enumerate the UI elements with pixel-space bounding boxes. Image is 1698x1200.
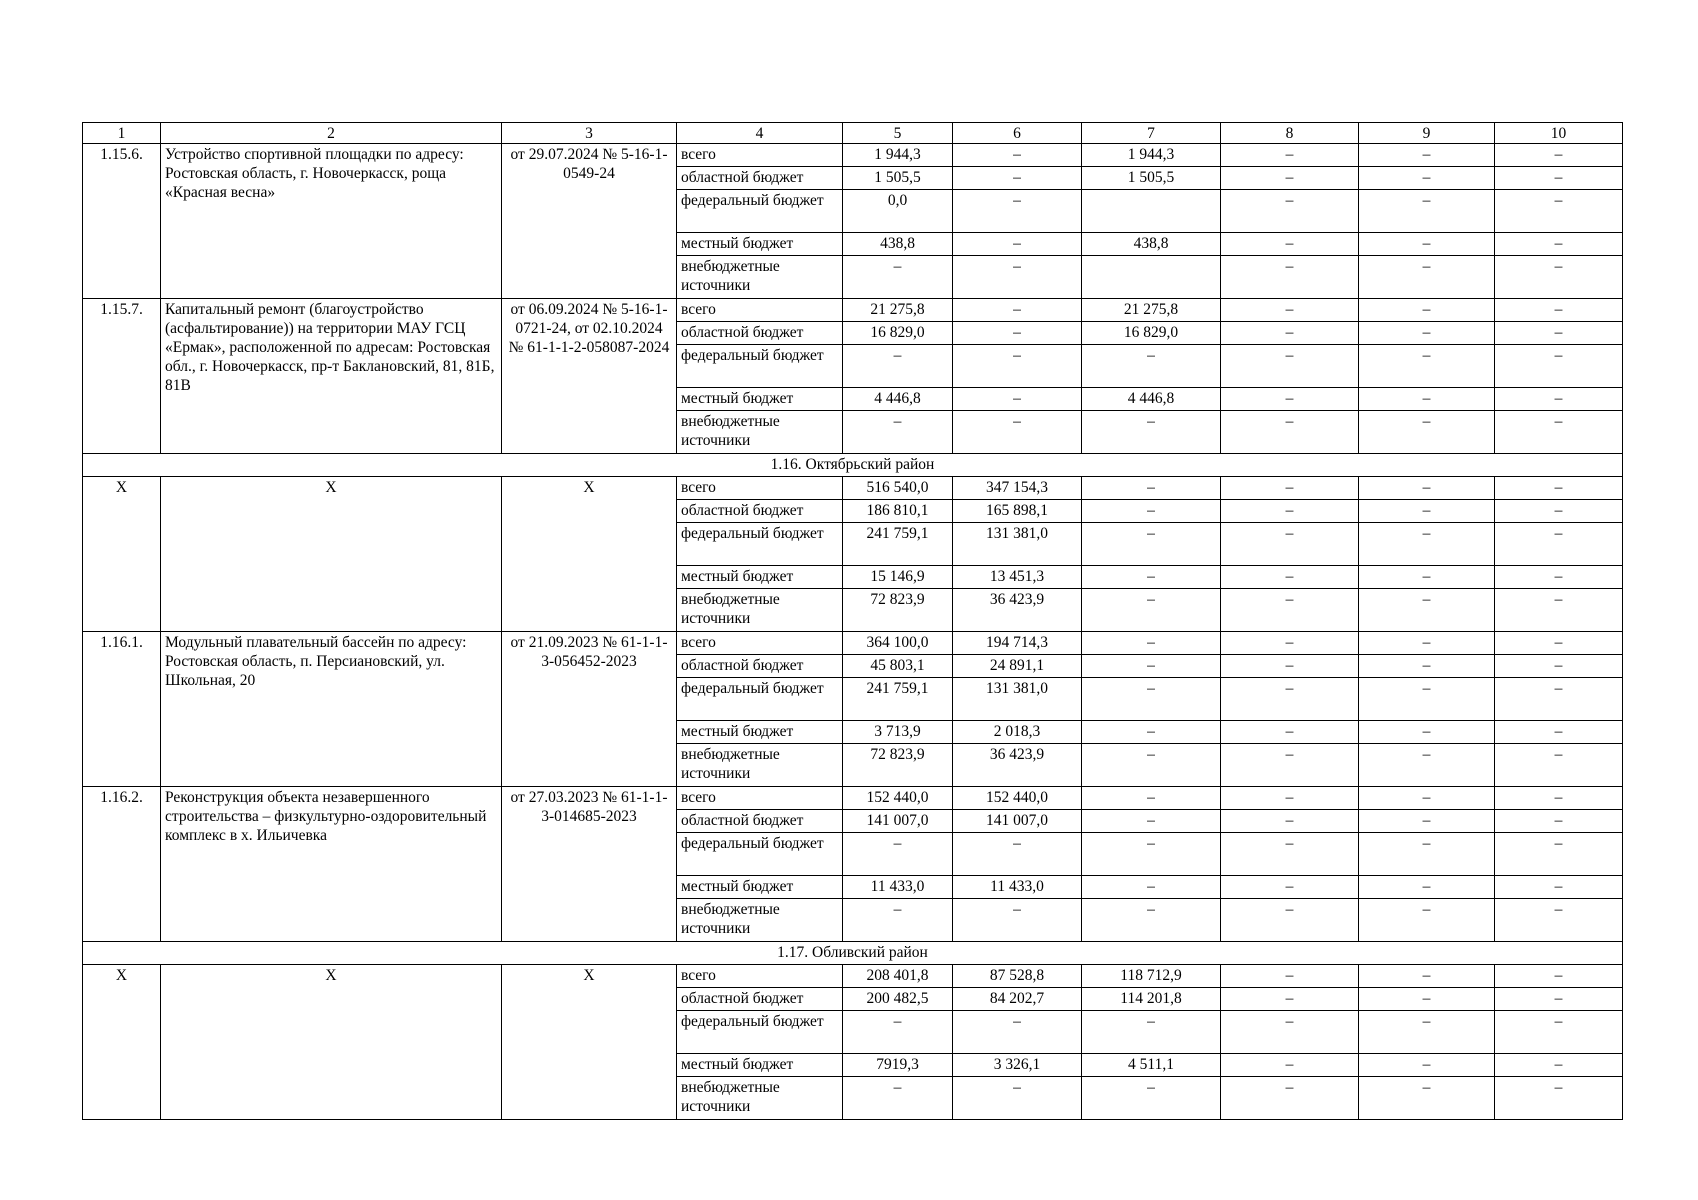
- value-cell: –: [1359, 477, 1495, 500]
- value-cell: –: [1359, 655, 1495, 678]
- value-cell: –: [1359, 810, 1495, 833]
- value-cell: 438,8: [1082, 233, 1221, 256]
- value-cell: –: [1495, 411, 1623, 454]
- value-cell: –: [1359, 144, 1495, 167]
- funding-source-label: местный бюджет: [677, 1054, 843, 1077]
- funding-source-label: внебюджетные источники: [677, 899, 843, 942]
- value-cell: –: [1495, 965, 1623, 988]
- value-cell: 364 100,0: [843, 632, 953, 655]
- value-cell: –: [1359, 1011, 1495, 1054]
- value-cell: 4 511,1: [1082, 1054, 1221, 1077]
- value-cell: –: [1221, 144, 1359, 167]
- value-cell: –: [1221, 345, 1359, 388]
- value-cell: –: [1082, 345, 1221, 388]
- value-cell: –: [1495, 899, 1623, 942]
- value-cell: –: [1221, 678, 1359, 721]
- table-body: [83, 123, 1623, 1120]
- value-cell: –: [1359, 388, 1495, 411]
- value-cell: 24 891,1: [953, 655, 1082, 678]
- value-cell: 36 423,9: [953, 744, 1082, 787]
- value-cell: –: [1359, 632, 1495, 655]
- value-cell: –: [1495, 988, 1623, 1011]
- item-name: Капитальный ремонт (благоустройство (асфальтирование)) на территории МАУ ГСЦ «Ермак», расположенной по адресам: Ростовская обл., г. Новочеркасск, пр-т Баклановский, 81, 81Б, 81В: [161, 299, 502, 454]
- value-cell: 21 275,8: [1082, 299, 1221, 322]
- value-cell: 21 275,8: [843, 299, 953, 322]
- value-cell: 141 007,0: [953, 810, 1082, 833]
- funding-source-label: федеральный бюджет: [677, 1011, 843, 1054]
- value-cell: –: [1082, 632, 1221, 655]
- value-cell: –: [1359, 190, 1495, 233]
- value-cell: –: [843, 256, 953, 299]
- item-name: Реконструкция объекта незавершенного строительства – физкультурно-оздоровительный комплекс в х. Ильичевка: [161, 787, 502, 942]
- value-cell: 114 201,8: [1082, 988, 1221, 1011]
- value-cell: –: [953, 144, 1082, 167]
- value-cell: –: [1221, 566, 1359, 589]
- value-cell: –: [1221, 833, 1359, 876]
- value-cell: 200 482,5: [843, 988, 953, 1011]
- value-cell: –: [1495, 388, 1623, 411]
- funding-source-label: федеральный бюджет: [677, 523, 843, 566]
- value-cell: 131 381,0: [953, 523, 1082, 566]
- value-cell: –: [1082, 523, 1221, 566]
- value-cell: –: [1082, 899, 1221, 942]
- value-cell: –: [1359, 345, 1495, 388]
- item-number: 1.16.2.: [83, 787, 161, 942]
- value-cell: –: [1359, 411, 1495, 454]
- value-cell: –: [1495, 523, 1623, 566]
- value-cell: 165 898,1: [953, 500, 1082, 523]
- item-document: от 27.03.2023 № 61-1-1-3-014685-2023: [502, 787, 677, 942]
- value-cell: 194 714,3: [953, 632, 1082, 655]
- value-cell: 152 440,0: [843, 787, 953, 810]
- value-cell: –: [1495, 167, 1623, 190]
- value-cell: –: [1359, 233, 1495, 256]
- value-cell: –: [1082, 1011, 1221, 1054]
- value-cell: 0,0: [843, 190, 953, 233]
- value-cell: –: [1082, 477, 1221, 500]
- value-cell: 16 829,0: [1082, 322, 1221, 345]
- funding-source-label: федеральный бюджет: [677, 678, 843, 721]
- value-cell: –: [953, 411, 1082, 454]
- value-cell: –: [953, 899, 1082, 942]
- value-cell: –: [1359, 322, 1495, 345]
- value-cell: –: [1082, 500, 1221, 523]
- value-cell: –: [1359, 744, 1495, 787]
- value-cell: 84 202,7: [953, 988, 1082, 1011]
- value-cell: –: [1082, 411, 1221, 454]
- value-cell: –: [1359, 1054, 1495, 1077]
- funding-source-label: всего: [677, 787, 843, 810]
- value-cell: –: [1221, 787, 1359, 810]
- item-number: X: [83, 965, 161, 1120]
- value-cell: –: [953, 256, 1082, 299]
- value-cell: 72 823,9: [843, 744, 953, 787]
- value-cell: –: [953, 1077, 1082, 1120]
- value-cell: –: [1359, 899, 1495, 942]
- value-cell: –: [1359, 988, 1495, 1011]
- value-cell: –: [1082, 787, 1221, 810]
- funding-source-label: местный бюджет: [677, 566, 843, 589]
- value-cell: –: [1221, 1011, 1359, 1054]
- value-cell: –: [1495, 721, 1623, 744]
- value-cell: –: [1221, 1054, 1359, 1077]
- value-cell: –: [1359, 566, 1495, 589]
- table-row: [83, 632, 1623, 655]
- item-document: X: [502, 477, 677, 632]
- value-cell: –: [1495, 566, 1623, 589]
- funding-source-label: внебюджетные источники: [677, 1077, 843, 1120]
- value-cell: –: [953, 833, 1082, 876]
- value-cell: –: [953, 345, 1082, 388]
- value-cell: –: [1221, 655, 1359, 678]
- value-cell: –: [1359, 678, 1495, 721]
- value-cell: –: [1221, 500, 1359, 523]
- value-cell: 347 154,3: [953, 477, 1082, 500]
- value-cell: –: [1359, 833, 1495, 876]
- column-header: 10: [1495, 123, 1623, 144]
- value-cell: –: [1495, 787, 1623, 810]
- value-cell: 3 326,1: [953, 1054, 1082, 1077]
- value-cell: 1 505,5: [843, 167, 953, 190]
- value-cell: –: [843, 1011, 953, 1054]
- value-cell: –: [1082, 655, 1221, 678]
- value-cell: –: [953, 322, 1082, 345]
- value-cell: –: [1495, 500, 1623, 523]
- value-cell: 3 713,9: [843, 721, 953, 744]
- column-header: 1: [83, 123, 161, 144]
- funding-source-label: областной бюджет: [677, 500, 843, 523]
- value-cell: –: [843, 899, 953, 942]
- value-cell: [1082, 256, 1221, 299]
- item-number: 1.15.7.: [83, 299, 161, 454]
- funding-source-label: внебюджетные источники: [677, 411, 843, 454]
- value-cell: –: [1221, 899, 1359, 942]
- value-cell: –: [1082, 678, 1221, 721]
- value-cell: –: [1221, 322, 1359, 345]
- funding-source-label: внебюджетные источники: [677, 744, 843, 787]
- value-cell: –: [1221, 299, 1359, 322]
- funding-source-label: внебюджетные источники: [677, 256, 843, 299]
- value-cell: –: [953, 299, 1082, 322]
- value-cell: –: [1221, 233, 1359, 256]
- column-header: 7: [1082, 123, 1221, 144]
- value-cell: –: [1082, 589, 1221, 632]
- value-cell: 4 446,8: [843, 388, 953, 411]
- value-cell: –: [1082, 876, 1221, 899]
- value-cell: –: [1082, 744, 1221, 787]
- value-cell: –: [1082, 833, 1221, 876]
- column-header: 6: [953, 123, 1082, 144]
- value-cell: –: [953, 1011, 1082, 1054]
- item-name: Устройство спортивной площадки по адресу: Ростовская область, г. Новочеркасск, роща «Красная весна»: [161, 144, 502, 299]
- value-cell: –: [843, 833, 953, 876]
- table-row: [83, 299, 1623, 322]
- value-cell: –: [1495, 655, 1623, 678]
- value-cell: 208 401,8: [843, 965, 953, 988]
- value-cell: –: [1082, 721, 1221, 744]
- item-document: от 29.07.2024 № 5-16-1-0549-24: [502, 144, 677, 299]
- value-cell: –: [1495, 1077, 1623, 1120]
- value-cell: –: [1359, 876, 1495, 899]
- value-cell: –: [1359, 500, 1495, 523]
- value-cell: –: [1495, 322, 1623, 345]
- value-cell: –: [1221, 523, 1359, 566]
- value-cell: –: [1495, 1011, 1623, 1054]
- value-cell: –: [1495, 190, 1623, 233]
- value-cell: –: [1221, 632, 1359, 655]
- item-number: X: [83, 477, 161, 632]
- value-cell: 15 146,9: [843, 566, 953, 589]
- value-cell: –: [843, 1077, 953, 1120]
- value-cell: –: [1359, 256, 1495, 299]
- value-cell: 45 803,1: [843, 655, 953, 678]
- funding-source-label: местный бюджет: [677, 388, 843, 411]
- funding-source-label: местный бюджет: [677, 876, 843, 899]
- item-number: 1.16.1.: [83, 632, 161, 787]
- value-cell: –: [1359, 167, 1495, 190]
- value-cell: 152 440,0: [953, 787, 1082, 810]
- section-row: [83, 942, 1623, 965]
- value-cell: –: [1495, 632, 1623, 655]
- value-cell: –: [1495, 744, 1623, 787]
- value-cell: –: [1495, 477, 1623, 500]
- value-cell: 36 423,9: [953, 589, 1082, 632]
- value-cell: –: [1221, 256, 1359, 299]
- value-cell: 72 823,9: [843, 589, 953, 632]
- value-cell: –: [1495, 810, 1623, 833]
- value-cell: –: [1221, 810, 1359, 833]
- budget-table: [82, 122, 1623, 1120]
- value-cell: –: [1082, 810, 1221, 833]
- value-cell: –: [1359, 299, 1495, 322]
- value-cell: –: [1495, 299, 1623, 322]
- item-name: X: [161, 965, 502, 1120]
- column-header: 2: [161, 123, 502, 144]
- value-cell: –: [1221, 589, 1359, 632]
- value-cell: –: [1495, 876, 1623, 899]
- value-cell: –: [1221, 411, 1359, 454]
- table-row: [83, 477, 1623, 500]
- value-cell: 87 528,8: [953, 965, 1082, 988]
- value-cell: 516 540,0: [843, 477, 953, 500]
- value-cell: 2 018,3: [953, 721, 1082, 744]
- column-header: 8: [1221, 123, 1359, 144]
- value-cell: –: [1495, 1054, 1623, 1077]
- item-document: X: [502, 965, 677, 1120]
- value-cell: –: [1495, 256, 1623, 299]
- value-cell: 11 433,0: [843, 876, 953, 899]
- funding-source-label: всего: [677, 965, 843, 988]
- value-cell: –: [1495, 589, 1623, 632]
- item-number: 1.15.6.: [83, 144, 161, 299]
- value-cell: –: [1359, 523, 1495, 566]
- table-row: [83, 144, 1623, 167]
- value-cell: 141 007,0: [843, 810, 953, 833]
- funding-source-label: областной бюджет: [677, 988, 843, 1011]
- value-cell: –: [1221, 965, 1359, 988]
- table-row: [83, 787, 1623, 810]
- value-cell: –: [1082, 566, 1221, 589]
- column-header: 3: [502, 123, 677, 144]
- item-document: от 06.09.2024 № 5-16-1-0721-24, от 02.10.2024 № 61-1-1-2-058087-2024: [502, 299, 677, 454]
- funding-source-label: областной бюджет: [677, 655, 843, 678]
- value-cell: –: [1359, 721, 1495, 744]
- value-cell: –: [1359, 787, 1495, 810]
- section-row: [83, 454, 1623, 477]
- item-document: от 21.09.2023 № 61-1-1-3-056452-2023: [502, 632, 677, 787]
- value-cell: –: [1221, 1077, 1359, 1120]
- column-header: 4: [677, 123, 843, 144]
- funding-source-label: местный бюджет: [677, 721, 843, 744]
- value-cell: –: [1495, 678, 1623, 721]
- value-cell: [1082, 190, 1221, 233]
- value-cell: 1 944,3: [843, 144, 953, 167]
- value-cell: 11 433,0: [953, 876, 1082, 899]
- funding-source-label: федеральный бюджет: [677, 190, 843, 233]
- value-cell: –: [953, 167, 1082, 190]
- value-cell: –: [953, 233, 1082, 256]
- funding-source-label: федеральный бюджет: [677, 345, 843, 388]
- value-cell: 131 381,0: [953, 678, 1082, 721]
- funding-source-label: федеральный бюджет: [677, 833, 843, 876]
- value-cell: 118 712,9: [1082, 965, 1221, 988]
- value-cell: –: [1495, 233, 1623, 256]
- value-cell: –: [1495, 345, 1623, 388]
- funding-source-label: областной бюджет: [677, 810, 843, 833]
- value-cell: 16 829,0: [843, 322, 953, 345]
- value-cell: 438,8: [843, 233, 953, 256]
- value-cell: 241 759,1: [843, 523, 953, 566]
- value-cell: –: [1221, 876, 1359, 899]
- value-cell: –: [1221, 190, 1359, 233]
- value-cell: –: [1221, 477, 1359, 500]
- value-cell: –: [1359, 965, 1495, 988]
- funding-source-label: местный бюджет: [677, 233, 843, 256]
- funding-source-label: всего: [677, 477, 843, 500]
- value-cell: –: [953, 190, 1082, 233]
- funding-source-label: всего: [677, 299, 843, 322]
- section-title: 1.16. Октябрьский район: [83, 454, 1623, 477]
- column-header: 5: [843, 123, 953, 144]
- value-cell: –: [1221, 388, 1359, 411]
- value-cell: –: [843, 411, 953, 454]
- value-cell: –: [1359, 589, 1495, 632]
- value-cell: 4 446,8: [1082, 388, 1221, 411]
- value-cell: 13 451,3: [953, 566, 1082, 589]
- section-title: 1.17. Обливский район: [83, 942, 1623, 965]
- item-name: Модульный плавательный бассейн по адресу: Ростовская область, п. Персиановский, ул. Школьная, 20: [161, 632, 502, 787]
- value-cell: –: [1359, 1077, 1495, 1120]
- value-cell: 1 944,3: [1082, 144, 1221, 167]
- value-cell: –: [1221, 167, 1359, 190]
- value-cell: 241 759,1: [843, 678, 953, 721]
- value-cell: –: [843, 345, 953, 388]
- value-cell: –: [1221, 988, 1359, 1011]
- funding-source-label: всего: [677, 632, 843, 655]
- funding-source-label: внебюджетные источники: [677, 589, 843, 632]
- value-cell: 1 505,5: [1082, 167, 1221, 190]
- funding-source-label: областной бюджет: [677, 322, 843, 345]
- value-cell: –: [1495, 833, 1623, 876]
- table-row: [83, 965, 1623, 988]
- value-cell: –: [1221, 721, 1359, 744]
- item-name: X: [161, 477, 502, 632]
- value-cell: –: [1495, 144, 1623, 167]
- column-header: 9: [1359, 123, 1495, 144]
- value-cell: 186 810,1: [843, 500, 953, 523]
- header-row: [83, 123, 1623, 144]
- value-cell: 7919,3: [843, 1054, 953, 1077]
- value-cell: –: [953, 388, 1082, 411]
- funding-source-label: всего: [677, 144, 843, 167]
- funding-source-label: областной бюджет: [677, 167, 843, 190]
- value-cell: –: [1221, 744, 1359, 787]
- value-cell: –: [1082, 1077, 1221, 1120]
